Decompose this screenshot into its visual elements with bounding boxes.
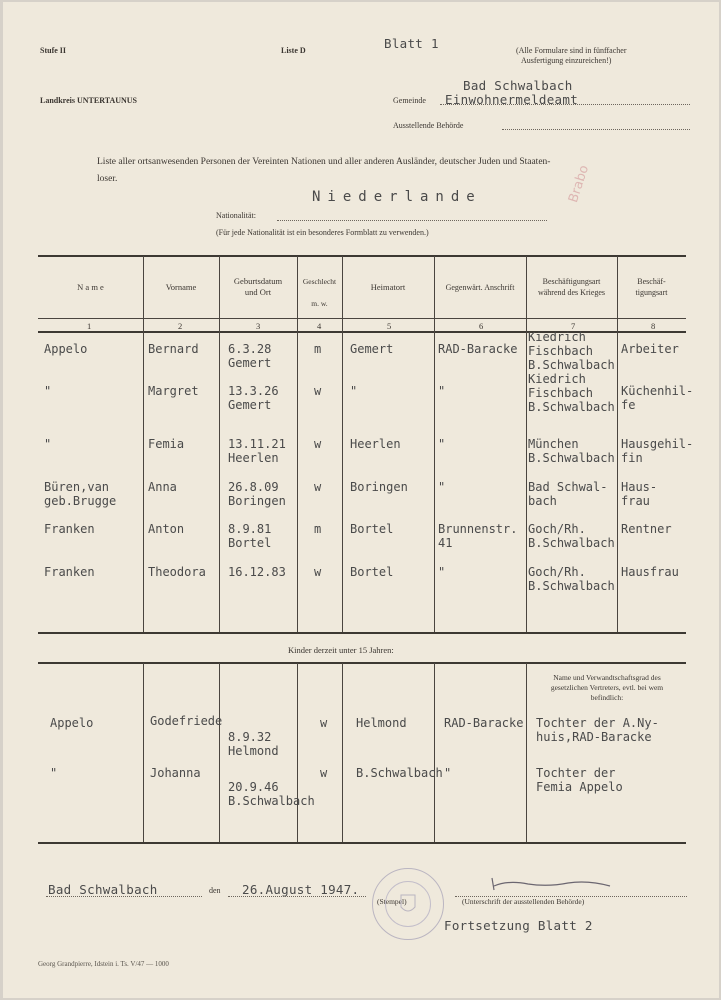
liste-label: Liste D (281, 46, 306, 55)
cell-line: Fischbach (528, 386, 594, 400)
behoerde-value: Einwohnermeldeamt (445, 92, 579, 107)
cell-line: 13.3.26 (228, 384, 279, 398)
nationality-dotline (277, 220, 547, 221)
cell-geschlecht (314, 480, 321, 494)
cell-line: geb.Brugge (44, 494, 117, 508)
cell-geburt (228, 384, 279, 412)
cell-line: Franken (44, 522, 95, 536)
col-number: 2 (178, 321, 183, 331)
cell-line: Gemert (350, 342, 394, 356)
cell-line: Büren,van (44, 480, 110, 494)
cell-heimatort (350, 437, 401, 451)
cell-name (44, 437, 51, 451)
table-top-rule (38, 255, 686, 257)
stamp-shield-icon (373, 869, 443, 939)
footer-place: Bad Schwalbach (48, 882, 158, 897)
cell-vorname (148, 565, 206, 579)
signature (488, 868, 618, 894)
cell-line: " (444, 766, 452, 780)
footer-unterschrift: (Unterschrift der ausstellenden Behörde) (462, 897, 585, 906)
cell-line: Anna (148, 480, 177, 494)
cell-line: Bortel (350, 522, 394, 536)
pencil-note: Brabo (566, 163, 593, 205)
cell-line: " (438, 384, 446, 398)
header-name: N a m e (77, 282, 104, 292)
cell-heimatort (350, 480, 408, 494)
header-geschlecht: Geschlecht m. w. (302, 277, 337, 308)
children-title: Kinder derzeit unter 15 Jahren: (288, 645, 394, 655)
nationality-note: (Für jede Nationalität ist ein besonderes Formblatt zu verwenden.) (216, 228, 429, 237)
cell-anschrift (438, 565, 445, 579)
intro-line1: Liste aller ortsanwesenden Personen der Vereinten Nationen und aller anderen Ausländer, deutscher Juden und Staaten- (97, 157, 551, 167)
col-divider (434, 663, 435, 842)
child-cell-vorname (150, 766, 201, 780)
cell-line: Rentner (621, 522, 672, 536)
cell-geburt (228, 480, 286, 508)
cell-line: Heerlen (350, 437, 401, 451)
cell-anschrift (438, 342, 517, 356)
cell-line: B.Schwalbach (528, 536, 615, 550)
col-divider (297, 663, 298, 842)
cell-line: Küchenhil- (621, 384, 694, 398)
cell-kriegsberuf (528, 437, 615, 465)
child-cell-vorname (150, 714, 222, 728)
cell-name (44, 384, 51, 398)
cell-line: Haus- (621, 480, 658, 494)
cell-line: w (314, 565, 322, 579)
intro-line2: loser. (97, 174, 118, 184)
cell-kriegsberuf (528, 372, 615, 414)
child-cell-name (50, 716, 93, 730)
cell-beruf (621, 384, 693, 412)
cell-line: Fischbach (528, 344, 594, 358)
cell-line: Bad Schwal- (528, 480, 608, 494)
cell-heimatort (350, 342, 393, 356)
cell-line: 13.11.21 (228, 437, 286, 451)
header-heimatort: Heimatort (370, 282, 406, 292)
copies-note-line2: Ausfertigung einzureichen!) (521, 56, 612, 65)
col-number: 8 (651, 321, 656, 331)
footer-stempel: (Stempel) (377, 897, 407, 906)
cell-line: Arbeiter (621, 342, 679, 356)
cell-vorname (148, 480, 177, 494)
blatt-number: Blatt 1 (384, 36, 439, 51)
col-number: 1 (87, 321, 92, 331)
cell-line: " (44, 437, 52, 451)
cell-line: RAD-Baracke (438, 342, 518, 356)
cell-line: bach (528, 494, 557, 508)
cell-geschlecht (314, 565, 321, 579)
cell-line: Gemert (228, 398, 272, 412)
cell-line: w (314, 437, 322, 451)
child-cell-anschrift (444, 716, 523, 730)
printer-imprint: Georg Grandpierre, Idstein i. Ts. V/47 — 1000 (38, 960, 169, 968)
child-cell-geschlecht (320, 716, 327, 730)
table-bottom-rule (38, 632, 686, 634)
col-number: 4 (317, 321, 322, 331)
cell-geschlecht (314, 384, 321, 398)
cell-line: Boringen (228, 494, 286, 508)
children-top-rule (38, 662, 686, 664)
cell-line: 6.3.28 (228, 342, 272, 356)
cell-line: Anton (148, 522, 185, 536)
col-divider (342, 663, 343, 842)
cell-line: huis,RAD-Baracke (536, 730, 652, 744)
cell-line: Bortel (228, 536, 272, 550)
cell-line: Tochter der (536, 766, 616, 780)
cell-geburt (228, 565, 286, 579)
cell-heimatort (350, 522, 393, 536)
cell-line: " (50, 766, 58, 780)
cell-heimatort (350, 565, 393, 579)
nationality-value: Niederlande (312, 189, 482, 205)
cell-line: w (320, 716, 328, 730)
cell-line: m (314, 522, 322, 536)
nationality-label: Nationalität: (216, 211, 256, 220)
col-divider (617, 256, 618, 632)
header-anschrift: Gegenwärt. Anschrift (445, 283, 515, 292)
cell-beruf (621, 342, 679, 356)
gemeinde-value: Bad Schwalbach (463, 78, 573, 93)
cell-kriegsberuf (528, 480, 607, 508)
cell-geburt (228, 437, 286, 465)
col-divider (434, 256, 435, 632)
cell-line: B.Schwalbach (528, 451, 615, 465)
cell-anschrift (438, 437, 445, 451)
cell-line: Tochter der A.Ny- (536, 716, 659, 730)
copies-note-line1: (Alle Formulare sind in fünffacher (516, 46, 627, 55)
official-stamp (372, 868, 444, 940)
footer-continuation: Fortsetzung Blatt 2 (444, 918, 593, 933)
header-kriegsberuf: Beschäftigungsart während des Krieges (537, 277, 606, 297)
col-divider (143, 663, 144, 842)
cell-line: RAD-Baracke (444, 716, 524, 730)
cell-line: Theodora (148, 565, 206, 579)
col-divider (219, 256, 220, 632)
cell-geburt (228, 522, 271, 550)
cell-geschlecht (314, 522, 321, 536)
cell-line: B.Schwalbach (528, 579, 615, 593)
cell-geschlecht (314, 437, 321, 451)
col-divider (342, 256, 343, 632)
cell-kriegsberuf (528, 565, 615, 593)
header-geburt: Geburtsdatum und Ort (233, 276, 283, 297)
cell-anschrift (438, 522, 517, 550)
cell-line: 20.9.46 (228, 780, 279, 794)
cell-line: Bernard (148, 342, 199, 356)
child-cell-geburt (228, 780, 315, 808)
cell-line: B.Schwalbach (528, 400, 615, 414)
cell-line: " (438, 480, 446, 494)
cell-line: " (350, 384, 358, 398)
children-bottom-rule (38, 842, 686, 844)
cell-line: Hausgehil- (621, 437, 694, 451)
cell-beruf (621, 480, 657, 508)
footer-den: den (209, 886, 221, 895)
col-divider (297, 256, 298, 632)
cell-line: 41 (438, 536, 453, 550)
cell-line: Femia (148, 437, 185, 451)
cell-line: " (44, 384, 52, 398)
footer-date: 26.August 1947. (242, 882, 360, 897)
cell-name (44, 565, 95, 579)
header-vorname: Vorname (165, 282, 197, 292)
cell-line: Helmond (356, 716, 407, 730)
child-cell-geburt (228, 730, 279, 758)
child-cell-vertreter (536, 766, 623, 794)
cell-line: frau (621, 494, 650, 508)
cell-line: Margret (148, 384, 199, 398)
behoerde-label: Ausstellende Behörde (393, 121, 464, 130)
behoerde-dotline (502, 129, 690, 130)
cell-line: Kiedrich (528, 372, 586, 386)
cell-line: B.Schwalbach (228, 794, 315, 808)
cell-line: " (438, 437, 446, 451)
cell-vorname (148, 437, 184, 451)
gemeinde-label: Gemeinde (393, 96, 426, 105)
cell-line: Boringen (350, 480, 408, 494)
col-divider (219, 663, 220, 842)
child-cell-name (50, 766, 57, 780)
cell-line: 8.9.32 (228, 730, 272, 744)
landkreis-label: Landkreis UNTERTAUNUS (40, 96, 137, 105)
cell-line: Hausfrau (621, 565, 679, 579)
cell-vorname (148, 522, 184, 536)
cell-line: m (314, 342, 322, 356)
cell-line: Femia Appelo (536, 780, 623, 794)
cell-line: w (314, 480, 322, 494)
cell-line: Kiedrich (528, 330, 586, 344)
col-number: 5 (387, 321, 392, 331)
cell-beruf (621, 565, 679, 579)
cell-kriegsberuf (528, 330, 615, 372)
header-beruf: Beschäf- tigungsart (635, 277, 668, 297)
cell-anschrift (438, 480, 445, 494)
cell-line: 8.9.81 (228, 522, 272, 536)
child-cell-vertreter (536, 716, 659, 744)
cell-heimatort (350, 384, 357, 398)
cell-line: Appelo (50, 716, 94, 730)
cell-line: Bortel (350, 565, 394, 579)
cell-line: Helmond (228, 744, 279, 758)
cell-beruf (621, 522, 672, 536)
child-cell-anschrift (444, 766, 451, 780)
child-cell-geschlecht (320, 766, 327, 780)
cell-line: Franken (44, 565, 95, 579)
cell-line: Godefriede (150, 714, 223, 728)
cell-line: 26.8.09 (228, 480, 279, 494)
cell-line: w (320, 766, 328, 780)
cell-line: Brunnenstr. (438, 522, 518, 536)
cell-line: fe (621, 398, 636, 412)
cell-beruf (621, 437, 693, 465)
cell-line: B.Schwalbach (356, 766, 443, 780)
stufe-label: Stufe II (40, 46, 67, 55)
cell-line: Johanna (150, 766, 201, 780)
cell-line: Goch/Rh. (528, 565, 586, 579)
footer-date-dotline (228, 896, 366, 897)
col-number: 7 (571, 321, 576, 331)
cell-name (44, 342, 87, 356)
col-divider (526, 256, 527, 632)
footer-place-dotline (46, 896, 202, 897)
cell-line: fin (621, 451, 643, 465)
cell-vorname (148, 342, 199, 356)
col-divider (143, 256, 144, 632)
child-cell-heimatort (356, 766, 443, 780)
cell-line: Appelo (44, 342, 88, 356)
cell-geschlecht (314, 342, 321, 356)
cell-line: w (314, 384, 322, 398)
cell-line: Heerlen (228, 451, 279, 465)
header-bottom-rule (38, 318, 686, 319)
cell-line: München (528, 437, 579, 451)
cell-name (44, 522, 95, 536)
cell-vorname (148, 384, 199, 398)
cell-kriegsberuf (528, 522, 615, 550)
col-number: 6 (479, 321, 484, 331)
cell-anschrift (438, 384, 445, 398)
cell-geburt (228, 342, 271, 370)
child-cell-heimatort (356, 716, 407, 730)
cell-line: B.Schwalbach (528, 358, 615, 372)
children-vertreter-header: Name und Verwandtschaftsgrad des gesetzlichen Vertreters, evtl. bei wem befindlich: (550, 673, 664, 702)
col-number: 3 (256, 321, 261, 331)
cell-line: " (438, 565, 446, 579)
cell-line: Gemert (228, 356, 272, 370)
cell-line: Goch/Rh. (528, 522, 586, 536)
cell-line: 16.12.83 (228, 565, 286, 579)
cell-name (44, 480, 116, 508)
